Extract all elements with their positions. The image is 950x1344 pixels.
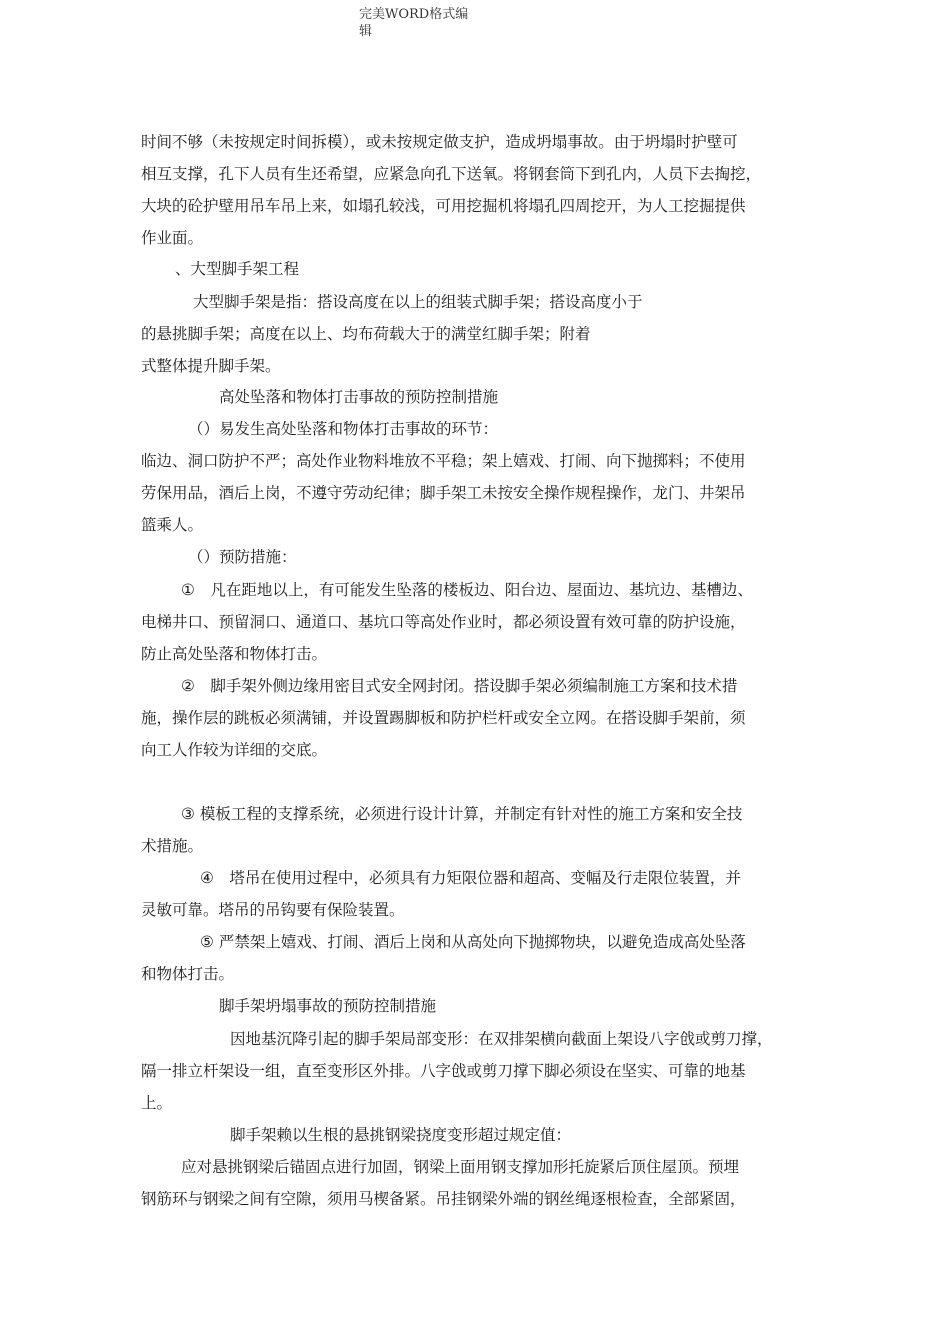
body-line: 施，操作层的跳板必须满铺，并设置踢脚板和防护栏杆或安全立网。在搭设脚手架前，须 [141, 709, 746, 727]
body-line: 劳保用品，酒后上岗，不遵守劳动纪律；脚手架工未按安全操作规程操作，龙门、井架吊 [141, 484, 746, 502]
body-line: ② 脚手架外侧边缘用密目式安全网封闭。搭设脚手架必须编制施工方案和技术措 [181, 677, 738, 695]
body-line: ③ 模板工程的支撑系统，必须进行设计计算，并制定有针对性的施工方案和安全技 [181, 805, 743, 823]
sub-heading: （）预防措施： [188, 548, 297, 566]
body-line: 因地基沉降引起的脚手架局部变形：在双排架横向截面上架设八字戗或剪刀撑， [230, 1030, 773, 1048]
body-line: 防止高处坠落和物体打击。 [141, 645, 328, 663]
body-line: 篮乘人。 [141, 516, 204, 534]
body-line: 和物体打击。 [141, 965, 235, 983]
body-line: 作业面。 [141, 229, 204, 247]
header-line-1: 完美WORD格式编 [359, 7, 469, 22]
body-line: ⑤ 严禁架上嬉戏、打闹、酒后上岗和从高处向下抛掷物块，以避免造成高处坠落 [200, 933, 746, 951]
body-line: 灵敏可靠。塔吊的吊钩要有保险装置。 [141, 901, 405, 919]
body-line: 脚手架赖以生根的悬挑钢梁挠度变形超过规定值： [230, 1126, 572, 1144]
body-line: 的悬挑脚手架；高度在以上、均布荷载大于的满堂红脚手架；附着 [141, 325, 591, 343]
body-line: ④ 塔吊在使用过程中，必须具有力矩限位器和超高、变幅及行走限位装置，并 [200, 869, 741, 887]
body-line: 相互支撑，孔下人员有生还希望，应紧急向孔下送氧。将钢套筒下到孔内，人员下去掏挖， [141, 165, 762, 183]
body-line: 式整体提升脚手架。 [141, 357, 281, 375]
body-line: 术措施。 [141, 837, 204, 855]
body-line: 电梯井口、预留洞口、通道口、基坑口等高处作业时，都必须设置有效可靠的防护设施， [141, 613, 746, 631]
section-heading: 、大型脚手架工程 [175, 260, 300, 278]
body-line: 时间不够（未按规定时间拆模），或未按规定做支护，造成坍塌事故。由于坍塌时护壁可 [141, 133, 738, 151]
body-line: 应对悬挑钢梁后锚固点进行加固，钢梁上面用钢支撑加形托旋紧后顶住屋顶。预埋 [181, 1158, 740, 1176]
body-line: 上。 [141, 1094, 173, 1112]
body-line: 向工人作较为详细的交底。 [141, 741, 328, 759]
header-line-2: 辑 [359, 24, 373, 39]
body-line: 临边、洞口防护不严；高处作业物料堆放不平稳；架上嬉戏、打闹、向下抛掷料；不使用 [141, 452, 746, 470]
section-heading: 脚手架坍塌事故的预防控制措施 [219, 997, 437, 1015]
body-line: ① 凡在距地以上，有可能发生坠落的楼板边、阳台边、屋面边、基坑边、基槽边、 [181, 581, 753, 599]
body-line: 钢筋环与钢梁之间有空隙，须用马楔备紧。吊挂钢梁外端的钢丝绳逐根检查，全部紧固， [141, 1190, 746, 1208]
page-header [359, 6, 489, 40]
body-line: 大型脚手架是指：搭设高度在以上的组装式脚手架；搭设高度小于 [193, 293, 643, 311]
section-heading: 高处坠落和物体打击事故的预防控制措施 [219, 388, 499, 406]
body-line: 大块的砼护壁用吊车吊上来，如塌孔较浅，可用挖掘机将塌孔四周挖开，为人工挖掘提供 [141, 197, 746, 215]
body-line: 隔一排立杆架设一组，直至变形区外排。八字戗或剪刀撑下脚必须设在坚实、可靠的地基 [141, 1062, 746, 1080]
sub-heading: （）易发生高处坠落和物体打击事故的环节： [188, 420, 499, 438]
